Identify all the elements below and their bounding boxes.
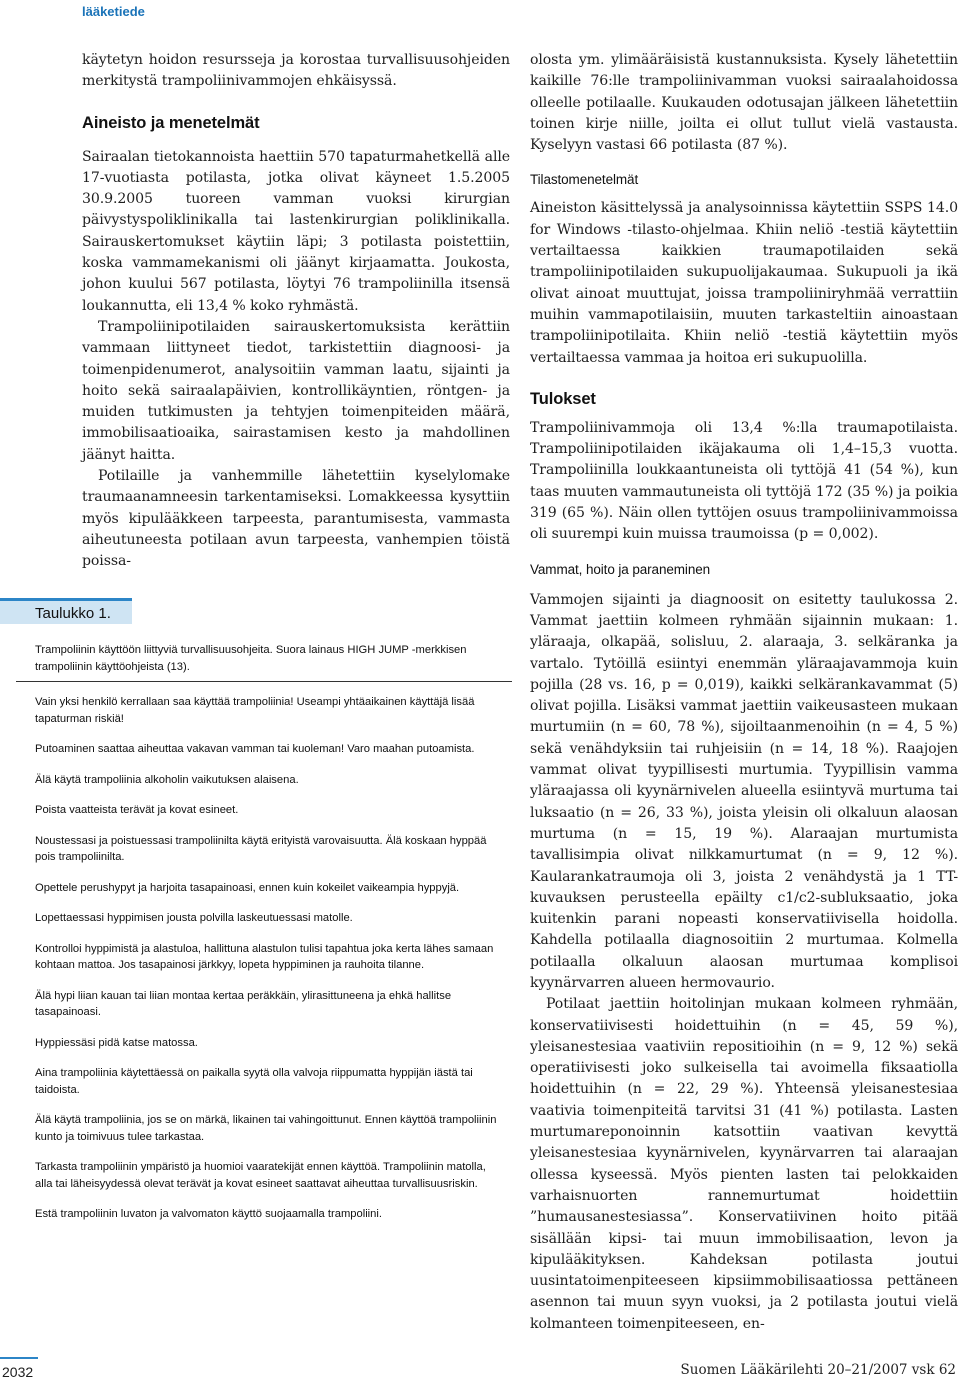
safety-rule: Älä käytä trampoliinia alkoholin vaikutuksen alaisena. xyxy=(35,773,299,786)
safety-rule: Hyppiessäsi pidä katse matossa. xyxy=(35,1036,198,1049)
safety-rule: Opettele perushypyt ja harjoita tasapainoasi, ennen kuin kokeilet vaikeampia hyppyjä. xyxy=(35,881,460,894)
right-paragraph-2: Aineiston käsittelyssä ja analysoinnissa käytettiin SSPS 14.0 for Windows -tilasto-ohjelmaa. Khiin neliö -testiä käytettiin vertailtaessa kaikkien traumapotilaiden sekä trampoliinipotilaiden sukupuolijakaumaa. Sukupuoli ja ikä olivat ainoat muuttujat, joissa trampoliiniryhmää verrattiin muihin vammapotilaisiin, muuten tarkasteltiin ainoastaan trampoliinipotilaita. Khiin neliö -testiä käytettiin myös vertailtaessa vammaa ja hoitoa eri sukupuolilla. xyxy=(530,200,958,366)
table-label: Taulukko 1. xyxy=(0,598,132,624)
table-caption: Trampoliinin käyttöön liittyviä turvallisuusohjeita. Suora lainaus HIGH JUMP -merkkisen trampoliinin käyttöohjeista (13). xyxy=(35,644,467,673)
safety-rule: Noustessasi ja poistuessasi trampoliinilta käytä erityistä varovaisuutta. Älä koskaan hyppää pois trampoliinilta. xyxy=(35,834,487,863)
safety-rule: Estä trampoliinin luvaton ja valvomaton käyttö suojaamalla trampoliini. xyxy=(35,1208,382,1220)
safety-rule: Putoaminen saattaa aiheuttaa vakavan vamman tai kuoleman! Varo maahan putoamista. xyxy=(35,743,475,755)
safety-rules-list xyxy=(35,694,505,1237)
right-paragraph-1: olosta ym. ylimääräisistä kustannuksista. Kysely lähetettiin kaikille 76:lle trampoliinivamman vuoksi sairaalahoidossa olleelle potilaalle. Kuukauden odotusajan jälkeen lähetettiin toinen kirje niille, joilta ei ollut tullut vielä vastausta. Kyselyyn vastasi 66 potilasta (87 %). xyxy=(530,52,958,154)
section-tag: lääketiede xyxy=(82,4,145,19)
heading-results: Tulokset xyxy=(530,389,596,408)
safety-rule: Älä hypi liian kauan tai liian montaa kertaa peräkkäin, ylirasittuneena ja ehkä hallitse tasapainoasi. xyxy=(35,989,452,1018)
safety-rule: Lopettaessasi hyppimisen jousta polvilla laskeutuessasi matolle. xyxy=(35,912,353,924)
left-paragraph-2: Sairaalan tietokannoista haettiin 570 tapaturmahetkellä alle 17-vuotiasta potilasta, jotka olivat käyneet 1.5.2005 30.9.2005 tuoreen vamman vuoksi kirurgian päivystyspoliklinikalla tai lastenkirurgian poliklinikalla. Sairauskertomukset käytiin läpi; 3 potilasta poistettiin, koska vammamekanismi oli jäänyt kirjaamatta. Joukosta, johon kuului 567 potilasta, löytyi 76 trampoliinilla itsensä loukannutta, eli 13,4 % koko ryhmästä. xyxy=(82,148,510,314)
right-paragraph-5: Potilaat jaettiin hoitolinjan mukaan kolmeen ryhmään, konservatiivisesti hoidettuihin (n = 45, 59 %), yleisanestesiaa vaativiin repositioihin (n = 9, 12 %) sekä operatiivisesti joko sulkeisella tai avoimella fiksaatiolla hoidettuihin (n = 22, 29 %). Yhteensä yleisanestesiaa vaativia toimenpiteitä tarvitsi 31 (41 %) potilasta. Lasten murtumareponoinnin katsottiin vaativan kevyttä yleisanestesiaa kyynärnivelen, kyynärvarren tai alaraajan ollessa kyseessä. Myös pienten lasten tai pelokkaiden varhaisnuorten rannemurtumat hoidettiin ”humausanestesiassa”. Konservatiivinen hoito pitää sisällään kipsi- tai muun immobilisaation, levon ja kipulääkityksen. Kahdeksan potilasta joutui uusintatoimenpiteeseen kipsiimmobilisaatiossa pettäneen asennon tai muun syyn vuoksi, ja 2 potilasta joutui vielä kolmanteen toimenpiteeseen, en- xyxy=(530,996,958,1332)
safety-rule: Tarkasta trampoliinin ympäristö ja huomioi vaaratekijät ennen käyttöä. Trampoliinin matolla, alla tai läheisyydessä olevat terävät ja kovat esineet saattavat aiheuttaa turvallisuusriskin. xyxy=(35,1161,486,1190)
left-paragraph-4: Potilaille ja vanhemmille lähetettiin kyselylomake traumaanamneesin tarkentamiseksi. Lomakkeessa kysyttiin myös kipulääkkeen tarpeesta, parantumisesta, vammasta aiheutuneesta potilaan avun tarpeesta, vanhempien töistä poissa- xyxy=(82,468,510,570)
safety-rule: Kontrolloi hyppimistä ja alastuloa, hallittuna alastulon tulisi tapahtua joka kerta lähes samaan kohtaan mattoa. Jos tasapainosi järkkyy, lopeta hyppiminen ja rauhoita tilanne. xyxy=(35,942,494,971)
left-paragraph-3: Trampoliinipotilaiden sairauskertomuksista kerättiin vammaan liittyneet tiedot, tarkistettiin diagnoosi- ja toimenpidenumerot, analysoitiin vamman laatu, sijainti ja hoito sekä sairaalapäivien, kontrollikäyntien, röntgen- ja muiden tutkimusten ja tehtyjen toimenpiteiden määrä, immobilisaatioaika, sairastamisen kesto ja mahdollinen jäänyt haitta. xyxy=(82,318,510,463)
subheading-injuries: Vammat, hoito ja paraneminen xyxy=(530,561,711,577)
safety-rule: Vain yksi henkilö kerrallaan saa käyttää trampoliinia! Useampi yhtäaikainen käyttäjä lisää tapaturman riskiä! xyxy=(35,696,475,725)
right-paragraph-4: Vammojen sijainti ja diagnoosit on esitetty taulukossa 2. Vammat jaettiin kolmeen ryhmään sijainnin mukaan: 1. yläraaja, olkapää, solisluu, 2. alaraaja, 3. selkäranka ja vartalo. Tytöillä esiintyi enemmän yläraajavammoja kuin pojilla (28 vs. 16, p = 0,019), kaikki selkärankavammat (5) olivat pojilla. Lisäksi vammat jaettiin vaikeusasteen mukaan murtumiin (n = 60, 78 %), sijoiltaanmenoihin (n = 4, 5 %) sekä venähdyksiin tai ruhjeisiin (n = 14, 18 %). Raajojen vammat olivat tyypillisesti murtumia. Tyypillisin vamma yläraajassa oli kyynärnivelen alueella esiintyvä murtuma tai luksaatio (n = 26, 33 %), joista yleisin oli olkaluun alaosan murtuma (n = 15, 19 %). Alaraajan murtumista tavallisimpia olivat nilkkamurtumat (n = 9, 12 %). Kaularankatraumoja oli 3, joista 2 venähdystä ja 1 TT-kuvauksen perusteella epäilty c1/c2-subluksaatio, joka kuitenkin parani nopeasti konservatiivisella hoidolla. Kahdella potilaalla diagnosoitiin 2 murtumaa. Kolmella potilaalla olkaluun alaosan murtumaa komplisoi kyynärvarren alueen hermovaurio. xyxy=(530,591,958,991)
left-column xyxy=(82,50,510,573)
right-column xyxy=(530,50,958,1335)
page-number: 2032 xyxy=(0,1357,38,1385)
journal-footer: Suomen Lääkärilehti 20–21/2007 vsk 62 xyxy=(680,1362,956,1378)
safety-rule: Aina trampoliinia käytettäessä on paikalla syytä olla valvoja riippumatta hyppijän iästä tai taidoista. xyxy=(35,1067,473,1096)
right-paragraph-3: Trampoliinivammoja oli 13,4 %:lla traumapotilaista. Trampoliinipotilaiden ikäjakauma oli 1,4–15,3 vuotta. Trampoliinilla loukkaantuneista oli tyttöjä 41 (54 %), kun taas muuten vammautuneista oli tyttöjä 172 (35 %) ja poikia 319 (65 %). Näin ollen tyttöjen osuus trampoliinivammoissa oli suurempi kuin muissa traumoissa (p = 0,002). xyxy=(530,419,958,543)
left-paragraph-1: käytetyn hoidon resursseja ja korostaa turvallisuusohjeiden merkitystä trampoliinivammojen ehkäisyssä. xyxy=(82,52,510,90)
safety-rule: Älä käytä trampoliinia, jos se on märkä, likainen tai vahingoittunut. Ennen käyttöä trampoliinin kunto ja toimivuus tulee tarkastaa. xyxy=(35,1114,497,1143)
safety-rule: Poista vaatteista terävät ja kovat esineet. xyxy=(35,804,239,816)
table-divider xyxy=(16,681,512,682)
heading-methods: Aineisto ja menetelmät xyxy=(82,113,260,132)
subheading-statistics: Tilastomenetelmät xyxy=(530,172,639,188)
